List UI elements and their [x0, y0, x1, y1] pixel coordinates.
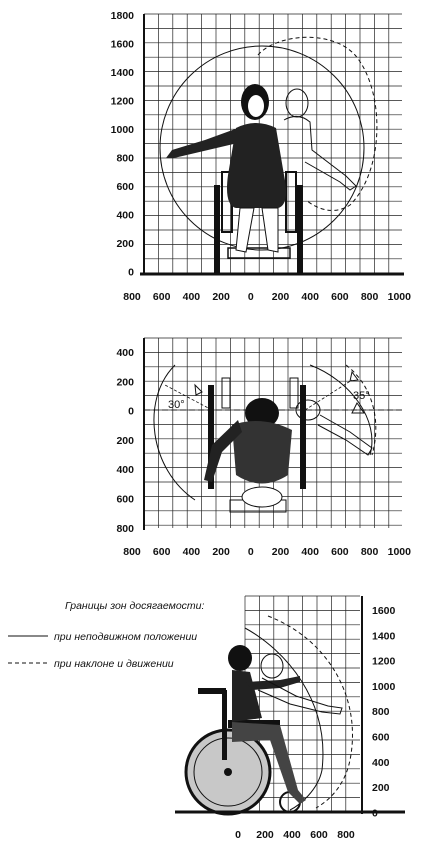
top-x-tick-label: 400	[301, 546, 319, 558]
top-x-tick-label: 600	[331, 546, 349, 558]
side-y-tick-label: 1000	[372, 680, 396, 693]
top-x-tick-label: 400	[182, 546, 201, 558]
front-y-tick-label: 600	[116, 181, 134, 193]
side-y-tick-label: 1400	[372, 630, 396, 643]
top-x-tick-label: 200	[212, 546, 230, 558]
front-x-tick-label: 200	[271, 291, 290, 303]
side-y-tick-label: 400	[372, 756, 390, 769]
front-x-tick-label: 800	[123, 291, 141, 303]
legend-dashed-label: при наклоне и движении	[54, 658, 174, 670]
top-y-tick-label: 200	[116, 376, 134, 389]
side-y-tick-label: 0	[372, 807, 378, 820]
angle-left-label: 30°	[168, 399, 185, 411]
side-x-tick-label: 800	[337, 829, 355, 841]
side-y-tick-label: 200	[372, 782, 390, 795]
legend	[8, 600, 204, 670]
side-y-tick-label: 1600	[372, 605, 396, 617]
side-y-tick-label: 1200	[372, 655, 396, 668]
top-x-tick-label: 800	[123, 546, 141, 558]
side-dynamic-reach-boundary	[268, 616, 352, 808]
front-x-tick-label: 600	[331, 291, 349, 303]
top-x-tick-label: 1000	[387, 546, 411, 558]
front-x-tick-label: 400	[182, 291, 201, 303]
front-person-static	[166, 84, 286, 252]
panel-side-view	[8, 596, 405, 841]
front-y-tick-label: 200	[116, 238, 134, 250]
top-x-tick-label: 200	[271, 546, 290, 558]
front-y-tick-label: 1400	[110, 67, 134, 79]
front-y-tick-label: 1800	[110, 10, 134, 22]
front-y-tick-label: 1000	[110, 124, 134, 136]
front-x-tick-label: 0	[247, 291, 254, 303]
side-x-tick-label: 0	[235, 829, 241, 841]
side-x-tick-label: 200	[256, 829, 274, 841]
side-x-tick-label: 400	[283, 829, 301, 841]
top-x-tick-label: 0	[247, 546, 254, 558]
top-y-tick-label: 400	[116, 347, 134, 359]
top-x-tick-label: 600	[152, 546, 171, 558]
front-y-tick-label: 1600	[110, 38, 134, 51]
front-x-tick-label: 800	[360, 291, 379, 303]
side-x-tick-label: 600	[310, 829, 328, 841]
front-x-tick-label: 200	[212, 291, 230, 303]
panel-front-view	[111, 10, 411, 303]
front-y-tick-label: 0	[128, 266, 134, 279]
panel-top-view	[116, 338, 411, 558]
legend-title: Границы зон досягаемости:	[65, 600, 205, 612]
side-y-tick-label: 600	[372, 731, 390, 744]
top-y-tick-label: 200	[116, 434, 134, 447]
top-y-tick-label: 600	[116, 493, 134, 506]
top-y-tick-label: 400	[116, 464, 134, 477]
front-y-tick-label: 400	[116, 209, 134, 222]
angle-right-label: 35°	[353, 390, 370, 402]
front-y-tick-label: 800	[116, 152, 134, 165]
top-person-static	[204, 398, 292, 507]
top-x-tick-label: 800	[360, 546, 379, 558]
front-x-tick-label: 600	[152, 291, 171, 303]
top-y-tick-label: 0	[128, 405, 134, 418]
front-x-tick-label: 400	[301, 291, 319, 303]
front-x-tick-label: 1000	[387, 291, 411, 303]
front-person-leaning	[284, 89, 356, 190]
front-y-tick-label: 1200	[110, 95, 134, 108]
top-y-tick-label: 800	[116, 522, 134, 535]
legend-solid-label: при неподвижном положении	[54, 631, 198, 643]
side-y-tick-label: 800	[372, 706, 390, 719]
